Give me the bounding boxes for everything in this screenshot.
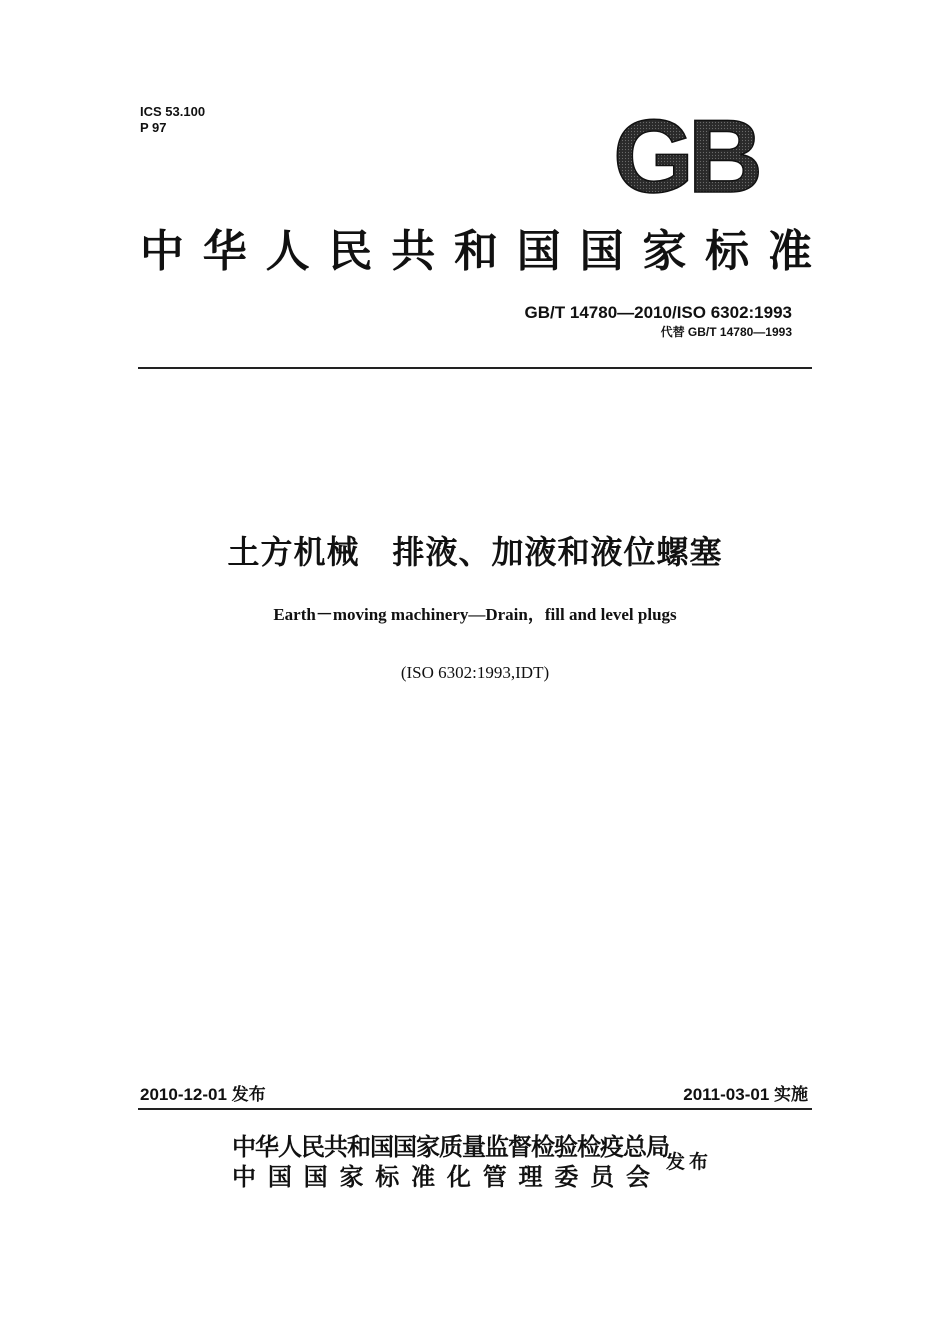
- issuer-sac-char: 员: [590, 1163, 615, 1191]
- issuer-sac-char: 化: [446, 1163, 471, 1191]
- issuer-sac-char: 管: [482, 1163, 507, 1191]
- gb-logo-icon: [600, 112, 770, 200]
- national-title-char: 和: [453, 226, 498, 277]
- national-standard-title: [140, 226, 812, 278]
- national-title-char: 国: [516, 226, 561, 277]
- ics-code: ICS 53.100: [140, 104, 206, 119]
- header-divider: [138, 367, 812, 369]
- issuer-sac-char: 中: [232, 1163, 256, 1191]
- issue-date: 2010-12-01 发布: [140, 1085, 266, 1104]
- national-title-char: 准: [767, 226, 812, 277]
- standard-number: GB/T 14780—2010/ISO 6302:1993: [524, 303, 792, 322]
- gb-logo-text: GB: [613, 112, 757, 200]
- national-title-char: 国: [579, 226, 624, 277]
- issuer-sac-char: 会: [625, 1163, 650, 1191]
- national-title-char: 中: [140, 226, 184, 277]
- issuer-sac: [232, 1162, 650, 1192]
- document-title-cn: 土方机械 排液、加液和液位螺塞: [227, 533, 723, 571]
- issuer-sac-char: 理: [518, 1163, 543, 1191]
- national-title-char: 家: [642, 226, 687, 277]
- national-title-char: 民: [328, 226, 373, 277]
- national-title-char: 人: [265, 226, 310, 277]
- issuer-aqsiq: 中华人民共和国国家质量监督检验检疫总局: [232, 1133, 669, 1161]
- classification-codes: [140, 104, 205, 136]
- national-title-char: 共: [391, 226, 436, 277]
- effective-date: 2011-03-01 实施: [683, 1085, 808, 1104]
- national-title-char: 华: [202, 226, 247, 277]
- iso-equivalence: (ISO 6302:1993,IDT): [400, 663, 550, 682]
- issuer-sac-char: 国: [303, 1163, 328, 1191]
- issuer-sac-char: 家: [339, 1163, 364, 1191]
- issuer-sac-char: 国: [267, 1163, 292, 1191]
- footer-divider: [138, 1108, 812, 1110]
- replaces-standard: 代替 GB/T 14780—1993: [660, 325, 792, 339]
- publish-label: 发布: [666, 1151, 713, 1173]
- document-title-en: Earth－moving machinery—Drain，fill and level plugs: [273, 605, 677, 624]
- ccs-code: P 97: [140, 120, 167, 135]
- issuer-sac-char: 委: [554, 1163, 579, 1191]
- issuer-sac-char: 准: [411, 1163, 436, 1191]
- gb-logo: [600, 112, 770, 200]
- issuer-sac-char: 标: [375, 1163, 400, 1191]
- national-title-char: 标: [705, 226, 750, 277]
